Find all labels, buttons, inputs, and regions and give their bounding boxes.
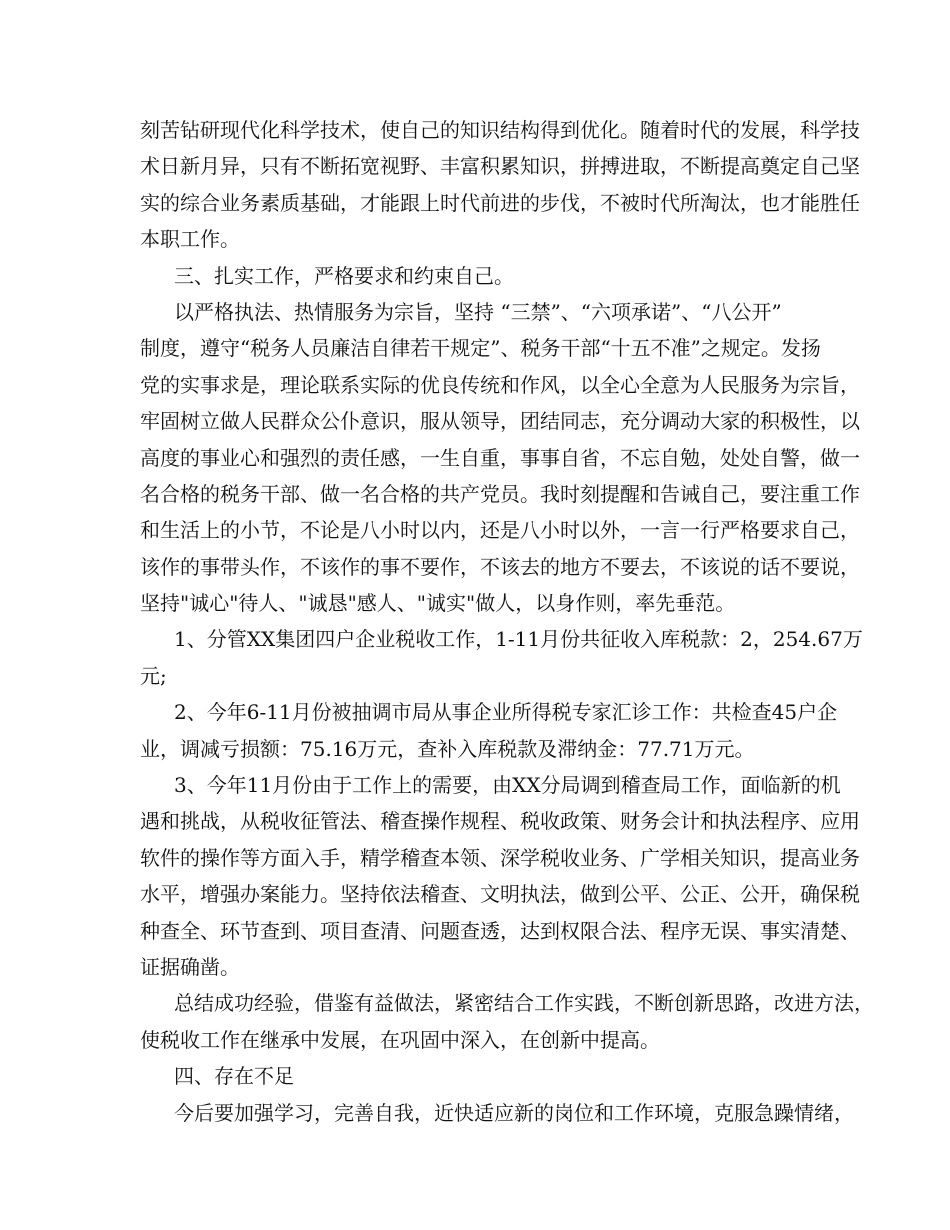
paragraph-continuation — [140, 112, 860, 258]
text-line: 以严格执法、热情服务为宗旨，坚持 “三禁”、“六项承诺”、“八公开” — [174, 299, 782, 324]
text-line: 3、今年11月份由于工作上的需要，由XX分局调到稽查局工作，面临新的机 — [174, 773, 841, 798]
paragraph-shortcomings — [140, 1095, 854, 1131]
heading-text: 三、扎实工作，严格要求和约束自己。 — [174, 263, 514, 288]
heading-text: 四、存在不足 — [174, 1064, 294, 1089]
text-line: 刻苦钻研现代化科学技术，使自己的知识结构得到优化。随着时代的发展，科学技 — [140, 118, 860, 142]
text-line: 1、分管XX集团四户企业税收工作，1-11月份共征收入库税款：2，254.67万 — [174, 627, 863, 652]
text-line: 水平，增强办案能力。坚持依法稽查、文明执法，做到公平、公正、公开，确保税 — [140, 882, 860, 907]
text-line: 总结成功经验，借鉴有益做法，紧密结合工作实践，不断创新思路，改进方法， — [174, 991, 874, 1016]
text-line: 党的实事求是，理论联系实际的优良传统和作风，以全心全意为人民服务为宗旨， — [140, 372, 860, 397]
text-line: 本职工作。 — [140, 227, 240, 252]
text-line: 今后要加强学习，完善自我，近快适应新的岗位和工作环境，克服急躁情绪， — [174, 1100, 854, 1125]
paragraph-item-2 — [140, 694, 838, 767]
paragraph-strict-law — [140, 294, 860, 622]
text-line: 业，调减亏损额：75.16万元，查补入库税款及滞纳金：77.71万元。 — [140, 736, 755, 761]
section-heading-4 — [140, 1058, 825, 1094]
text-line: 该作的事带头作，不该作的事不要作，不该去的地方不要去，不该说的话不要说， — [140, 554, 860, 579]
text-line: 元; — [140, 663, 167, 688]
paragraph-item-3 — [140, 767, 860, 985]
text-line: 术日新月异，只有不断拓宽视野、丰富积累知识，拼搏进取，不断提高奠定自己坚 — [140, 154, 860, 179]
paragraph-summary — [140, 985, 874, 1058]
text-line: 实的综合业务素质基础，才能跟上时代前进的步伐，不被时代所淘汰，也才能胜任 — [140, 190, 860, 215]
document-page — [140, 112, 874, 1131]
text-line: 和生活上的小节，不论是八小时以内，还是八小时以外，一言一行严格要求自己， — [140, 518, 860, 543]
text-line: 软件的操作等方面入手，精学稽查本领、深学税收业务、广学相关知识，提高业务 — [140, 845, 860, 870]
text-line: 遇和挑战，从税收征管法、稽查操作规程、税收政策、财务会计和执法程序、应用 — [140, 809, 860, 834]
text-line: 2、今年6-11月份被抽调市局从事企业所得税专家汇诊工作：共检查45户企 — [174, 700, 838, 725]
text-line: 种查全、环节查到、项目查清、问题查透，达到权限合法、程序无误、事实清楚、 — [140, 918, 860, 943]
text-line: 坚持"诚心"待人、"诚恳"感人、"诚实"做人，以身作则，率先垂范。 — [140, 591, 736, 616]
text-line: 高度的事业心和强烈的责任感，一生自重，事事自省，不忘自勉，处处自警，做一 — [140, 445, 860, 470]
text-line: 使税收工作在继承中发展，在巩固中深入，在创新中提高。 — [140, 1027, 660, 1052]
section-heading-3 — [140, 258, 825, 294]
text-line: 牢固树立做人民群众公仆意识，服从领导，团结同志，充分调动大家的积极性，以 — [140, 409, 860, 434]
text-line: 制度，遵守“税务人员廉洁自律若干规定”、税务干部“十五不准”之规定。发扬 — [140, 336, 821, 361]
text-line: 证据确凿。 — [140, 954, 240, 979]
paragraph-item-1 — [140, 621, 863, 694]
text-line: 名合格的税务干部、做一名合格的共产党员。我时刻提醒和告诫自己，要注重工作 — [140, 481, 860, 506]
